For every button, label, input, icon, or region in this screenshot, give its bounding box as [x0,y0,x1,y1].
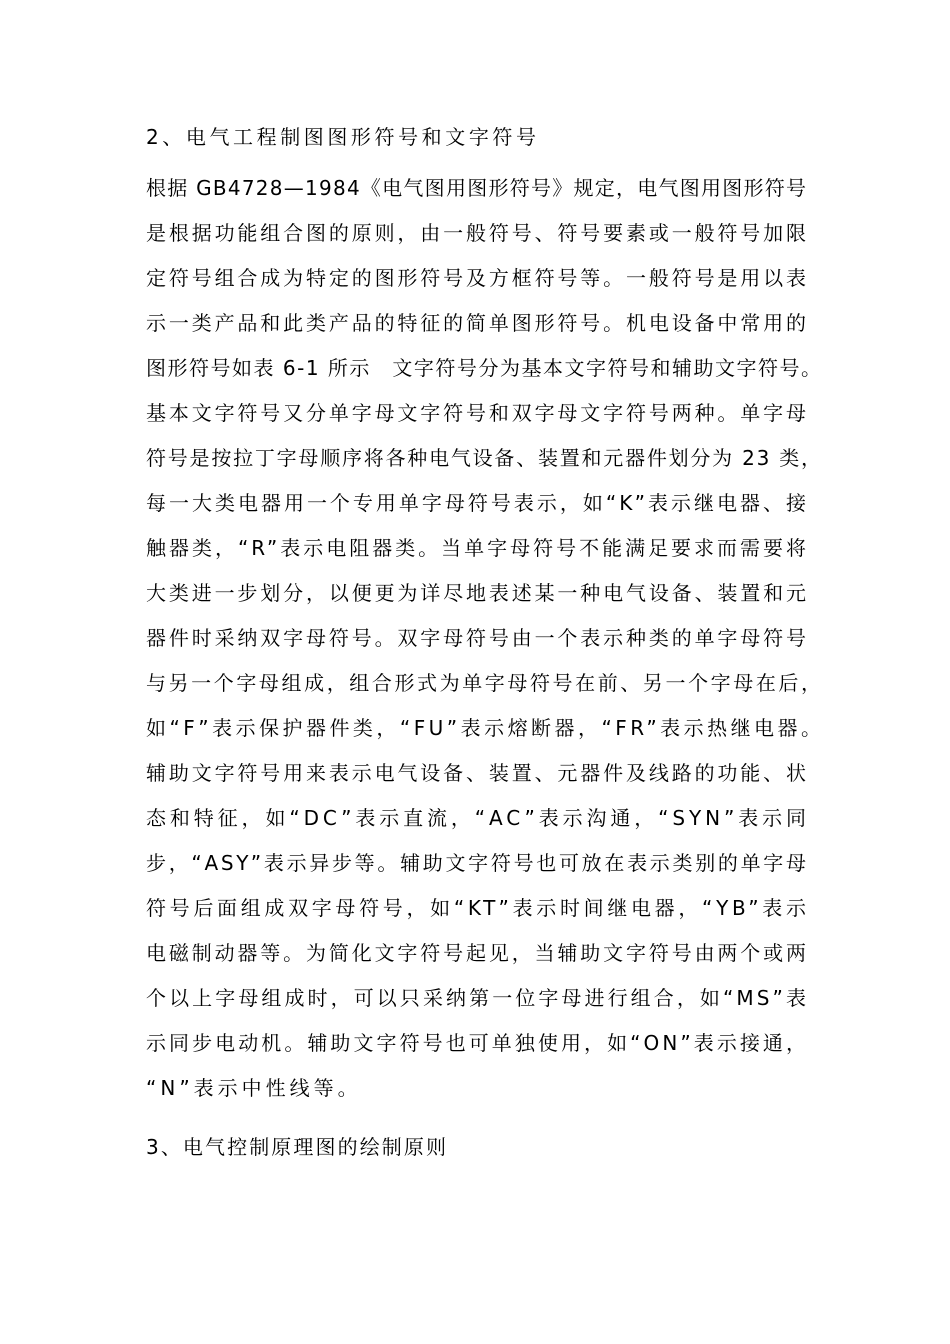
paragraph-line: 示同步电动机。辅助文字符号也可单独使用，如“ON”表示接通， [146,1031,810,1055]
paragraph-line: 每一大类电器用一个专用单字母符号表示，如“K”表示继电器、接 [146,491,809,515]
section-heading: 2、电气工程制图图形符号和文字符号 [146,125,540,149]
section-heading: 3、电气控制原理图的绘制原则 [146,1135,449,1159]
paragraph-line: 大类进一步划分，以便更为详尽地表述某一种电气设备、装置和元 [146,581,809,605]
paragraph-line: 根据 GB4728—1984《电气图用图形符号》规定，电气图用图形符号 [146,176,808,200]
paragraph-line: 基本文字符号又分单字母文字符号和双字母文字符号两种。单字母 [146,401,809,425]
paragraph-line: 辅助文字符号用来表示电气设备、装置、元器件及线路的功能、状 [146,761,809,785]
paragraph-line: 步，“ASY”表示异步等。辅助文字符号也可放在表示类别的单字母 [146,851,809,875]
paragraph-line: 如“F”表示保护器件类，“FU”表示熔断器，“FR”表示热继电器。 [146,716,825,740]
paragraph-line: 定符号组合成为特定的图形符号及方框符号等。一般符号是用以表 [146,266,809,290]
paragraph-line: 态和特征，如“DC”表示直流，“AC”表示沟通，“SYN”表示同 [146,806,810,830]
paragraph-line: 电磁制动器等。为简化文字符号起见，当辅助文字符号由两个或两 [146,941,809,965]
paragraph-line: 与另一个字母组成，组合形式为单字母符号在前、另一个字母在后， [146,671,824,695]
paragraph-line: “N”表示中性线等。 [146,1076,362,1100]
paragraph-line: 符号后面组成双字母符号，如“KT”表示时间继电器，“YB”表示 [146,896,810,920]
paragraph-line: 图形符号如表 6-1 所示 文字符号分为基本文字符号和辅助文字符号。 [146,356,823,380]
paragraph-line: 触器类，“R”表示电阻器类。当单字母符号不能满足要求而需要将 [146,536,809,560]
paragraph-line: 符号是按拉丁字母顺序将各种电气设备、装置和元器件划分为 23 类， [146,446,823,470]
paragraph-line: 示一类产品和此类产品的特征的简单图形符号。机电设备中常用的 [146,311,809,335]
paragraph-line: 个以上字母组成时，可以只采纳第一位字母进行组合，如“MS”表 [146,986,810,1010]
paragraph-line: 器件时采纳双字母符号。双字母符号由一个表示种类的单字母符号 [146,626,809,650]
paragraph-line: 是根据功能组合图的原则，由一般符号、符号要素或一般符号加限 [146,221,809,245]
